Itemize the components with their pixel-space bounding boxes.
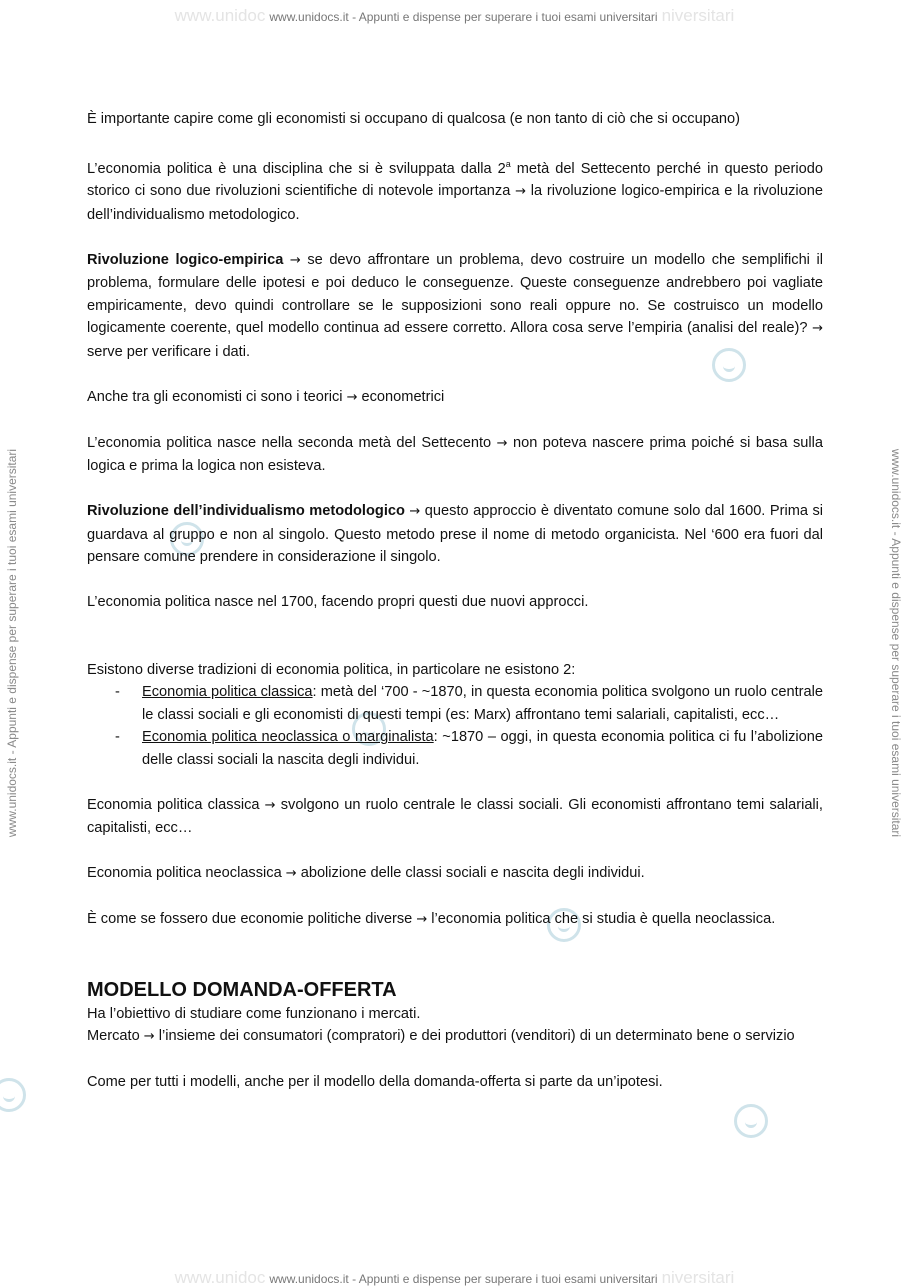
arrow-icon: → xyxy=(515,184,526,200)
arrow-icon: → xyxy=(289,252,301,268)
paragraph: Rivoluzione logico-empirica → se devo affrontare un problema, devo costruire un modello che semplifichi il problema, formulare delle ipotesi e poi deduco le conseguenze. Queste conseguenze andrebbero poi vagliate empiricamente, devo quindi controllare se le supposizioni sono reali oppure no. Se costruisco un modello logicamente coerente, quel modello continua ad essere corretto. Allora cosa serve l’empiria (analisi del reale)? → serve per verificare i dati. xyxy=(87,251,823,360)
watermark-right: www.unidocs.it - Appunti e dispense per superare i tuoi esami universitari xyxy=(889,448,903,838)
arrow-icon: → xyxy=(285,866,297,882)
paragraph: Come per tutti i modelli, anche per il modello della domanda-offerta si parte da un’ipotesi. xyxy=(87,1074,663,1091)
paragraph: È importante capire come gli economisti si occupano di qualcosa (e non tanto di ciò che si occupano) xyxy=(87,111,741,127)
watermark-ghost-right: niversitari xyxy=(661,6,735,25)
paragraph: Rivoluzione dell’individualismo metodologico → questo approccio è diventato comune solo dal 1600. Prima si guardava al gruppo e non al singolo. Questo metodo prese il nome di metodo organicista. Nel ‘600 era fuori dal pensare comune prendere in considerazione il singolo. xyxy=(87,503,823,566)
arrow-icon: → xyxy=(264,797,276,813)
watermark-left: www.unidocs.it - Appunti e dispense per superare i tuoi esami universitari xyxy=(5,448,19,838)
paragraph: Mercato → l’insieme dei consumatori (compratori) e dei produttori (venditori) di un determinato bene o servizio xyxy=(87,1028,795,1045)
unidocs-logo-icon xyxy=(0,1078,26,1112)
watermark-ghost-right: niversitari xyxy=(661,1268,735,1287)
paragraph: Esistono diverse tradizioni di economia politica, in particolare ne esistono 2: xyxy=(87,661,576,678)
list-item: - Economia politica neoclassica o marginalista: ~1870 – oggi, in questa economia politica ci fu l’abolizione delle classi sociali la nascita degli individui. xyxy=(87,726,823,771)
arrow-icon: → xyxy=(812,321,823,337)
arrow-icon: → xyxy=(143,1029,155,1045)
arrow-icon: → xyxy=(416,912,428,928)
arrow-icon: → xyxy=(409,504,421,520)
watermark-ghost-left: www.unidoc xyxy=(174,6,266,25)
arrow-icon: → xyxy=(496,435,508,451)
watermark-header xyxy=(0,6,909,26)
paragraph: L’economia politica nasce nella seconda metà del Settecento → non poteva nascere prima poiché si basa sulla logica e prima la logica non esisteva. xyxy=(87,434,823,475)
paragraph: È come se fossero due economie politiche diverse → l’economia politica che si studia è quella neoclassica. xyxy=(87,911,776,928)
paragraph: L’economia politica nasce nel 1700, facendo propri questi due nuovi approcci. xyxy=(87,594,589,611)
watermark-footer xyxy=(0,1268,909,1288)
paragraph: Ha l’obiettivo di studiare come funzionano i mercati. xyxy=(87,1005,421,1022)
paragraph: L’economia politica è una disciplina che si è sviluppata dalla 2$^a$ metà del Settecento perché in questo periodo storico ci sono due rivoluzioni scientifiche di notevole importanza → la rivoluzione logico-empirica e la rivoluzione dell’individualismo metodologico. xyxy=(87,159,823,223)
paragraph: Economia politica classica → svolgono un ruolo centrale le classi sociali. Gli economisti affrontano temi salariali, capitalisti, ecc… xyxy=(87,796,823,837)
document-body xyxy=(87,108,823,1094)
arrow-icon: → xyxy=(346,389,358,405)
watermark-footer-text: www.unidocs.it - Appunti e dispense per superare i tuoi esami universitari xyxy=(269,1272,658,1286)
watermark-ghost-left: www.unidoc xyxy=(174,1268,266,1287)
list-item: - Economia politica classica: metà del ‘700 - ~1870, in questa economia politica svolgono un ruolo centrale le classi sociali e gli economisti di questi tempi (es: Marx) affrontano temi salariali, capitalisti, ecc… xyxy=(87,681,823,726)
paragraph: Economia politica neoclassica → abolizione delle classi sociali e nascita degli individui. xyxy=(87,865,645,882)
traditions-list xyxy=(87,681,823,771)
paragraph: Anche tra gli economisti ci sono i teorici → econometrici xyxy=(87,388,445,405)
watermark-header-text: www.unidocs.it - Appunti e dispense per superare i tuoi esami universitari xyxy=(269,10,658,24)
section-heading: MODELLO DOMANDA-OFFERTA xyxy=(87,978,397,1001)
unidocs-logo-icon xyxy=(734,1104,768,1138)
